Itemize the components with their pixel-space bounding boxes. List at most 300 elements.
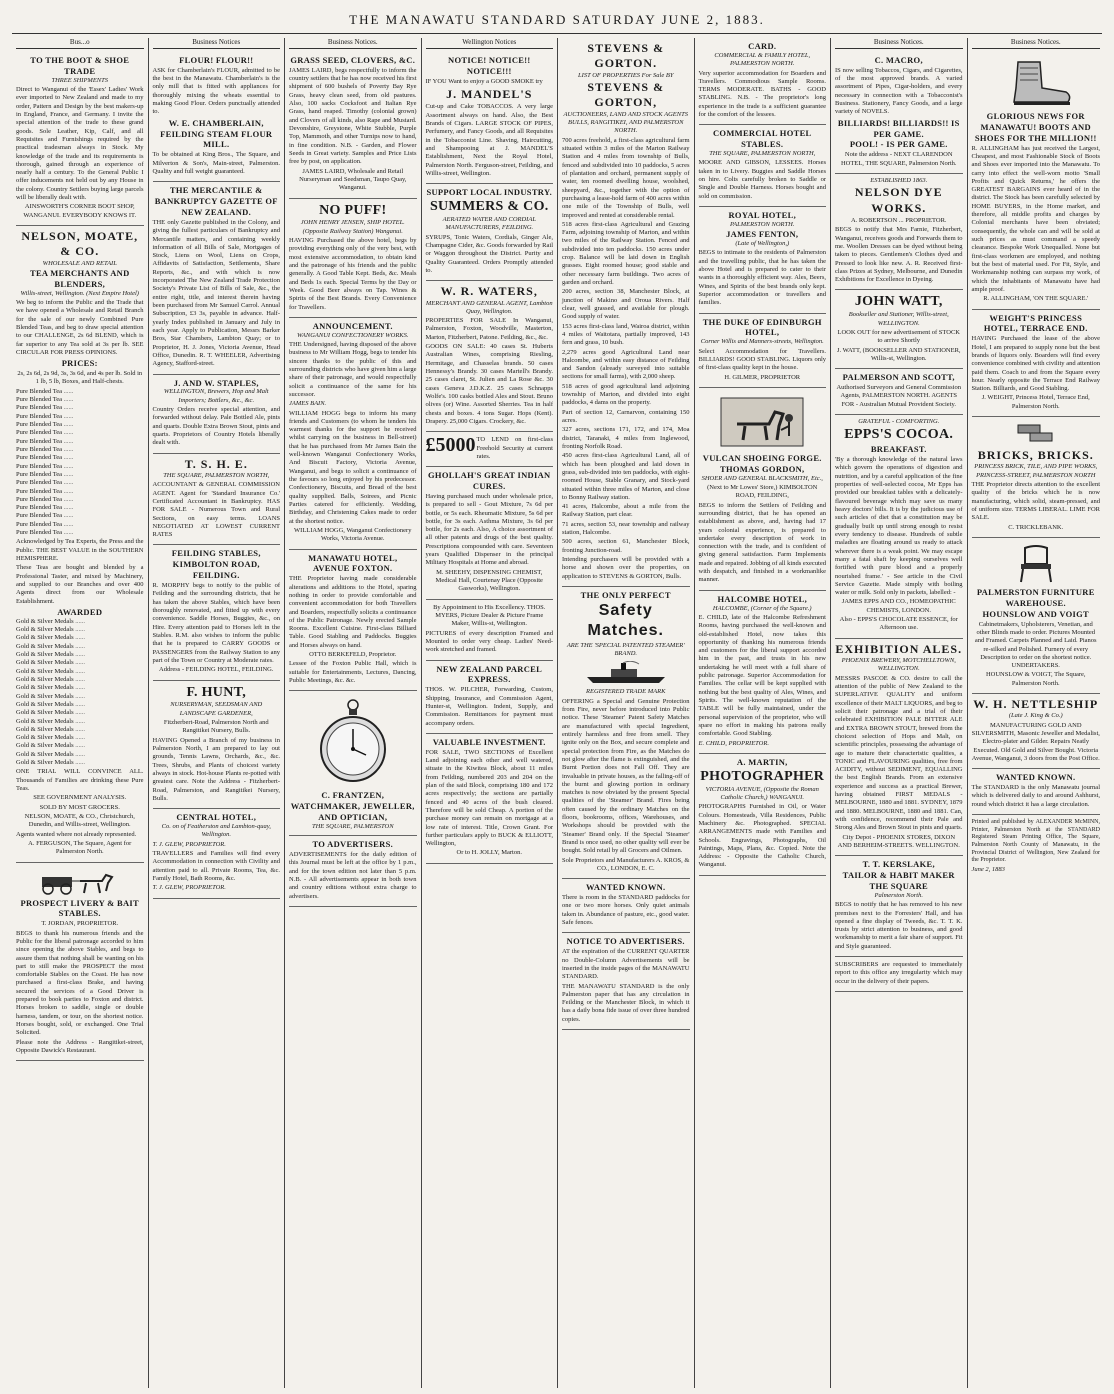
- ad-subtitle: WANGANUI CONFECTIONERY WORKS.: [296, 331, 409, 339]
- ad-body: PHOTOGRAPHS Furnished in Oil, or Water Colours. Homesteads, Villa Residences, Public Machinery &c. Photographed. SPECIAL ARRANGEMENTS made with Families and Schools. Engravings, Photographs, Oil Paintings, Maps, Plans, &c. Copied. Note the Address: - Opposite the Catholic Church, Wanganui.: [698, 803, 826, 869]
- ad-line: TEA MERCHANTS AND BLENDERS,: [29, 268, 130, 289]
- ad-signature: Sole Proprietors and Manufacturers A. KROS, & CO., LONDON, E. C.: [562, 856, 690, 872]
- ad-body: R. ALLINGHAM has just received the Largest, Cheapest, and most Fashionable Stock of Boots and Shoes ever imported into the Manawatu. To carry into effect the well-worn motto 'Small Profits and Quick Returns,' he offers the GREATEST BARGAINS ever heard of in the district. The Stock has been carefully selected by HOME BUYERS, in the Home market, and therefore, all middle profits and charges by Colonial merchants have been obviated; consequently, the whole can and will be sold at such prices as must command a speedy clearance. Bespoke Work Unequalled. None but first-class workmen are employed, and nothing but the best of material used. For Fit, Style, and Workmanship nothing can surpass my work, of which the inhabitants of Manawatu have had ample proof.: [971, 144, 1100, 293]
- ad-signature: Address - FEILDING HOTEL, FEILDING.: [159, 666, 274, 674]
- ad-body: IF YOU Want to enjoy a GOOD SMOKE try: [425, 77, 543, 85]
- mandel-tobacco-ad: [426, 52, 554, 184]
- ad-signature: HOUNSLOW & VOIGT, The Square, Palmerston North.: [985, 671, 1086, 687]
- ad-body-2: Cut-up and Cake TOBACCOS. A very large Assortment always on hand. Also, the Best Brands of Cigars. LARGE STOCK OF PIPES, Perfumery, and Fancy Goods, and all Requisites in the Tobacconist Line. Shaving, Haircutting, and Shampooing at J. MANDEL'S Establishment, Next the Royal Hotel, Palmerston North. Ferguson-street, Feilding, and Willis-street, Wellington.: [425, 103, 553, 177]
- ad-signature: Or to H. JOLLY, Marton.: [456, 849, 522, 857]
- ad-name: JAMES FENTON,: [726, 229, 799, 240]
- ad-title: F. HUNT,: [186, 684, 247, 700]
- ad-body: THE Proprietor having made considerable alterations and additions to the Hotel, sparing nothing in order to provide comfortable and convenient accommodation for both Travellers and Boarders, respectfully solicits a continuance of the Public Patronage. Newly erected Sample Rooms. Excellent Cuisine. First-class Billiard Table. Good Stabling and Paddocks. Buggies and Horses always on hand.: [289, 575, 417, 649]
- ad-name: NELSON DYE WORKS.: [854, 185, 943, 215]
- ad-body-2: THE MANAWATU STANDARD is the only Palmerston paper that has any circulation in Feilding or the Manchester Block, in which it has a daily bona fide issue of over three hundred copies.: [562, 982, 690, 1023]
- ad-body: IS now selling Tobaccos, Cigars, and Cigarettes, of the most approved brands. A varied assortment of Pipes, Cigar-holders, and every necessary in connection with a Tobacconist's Business. Stationery, Fancy Goods, and a large variety of NOVELS.: [835, 66, 963, 116]
- list-item: Gold & Silver Medals ......: [16, 676, 144, 684]
- wanted-known-ad: [562, 879, 690, 933]
- horse-carriage-illustration: [40, 869, 120, 895]
- ad-title: VULCAN SHOEING FORGE.: [702, 452, 822, 463]
- ad-title: THE MERCANTILE & BANKRUPTCY GAZETTE OF NEW ZEALAND.: [154, 185, 278, 218]
- ad-title: THE DUKE OF EDINBURGH HOTEL,: [702, 316, 822, 338]
- ad-title: VALUABLE INVESTMENT.: [432, 736, 546, 747]
- ad-subtitle: JOHN HENRY JENSEN, SHIP HOTEL. (Opposite Railway Station) Wanganui.: [300, 219, 405, 235]
- ad-title: C. FRANTZEN, WATCHMAKER, JEWELLER, AND OPTICIAN,: [290, 790, 415, 823]
- ad-signature: JAMES EPPS AND CO., HOMEOPATHIC CHEMISTS, LONDON.: [841, 598, 956, 614]
- list-item: Pure Blended Tea ......: [16, 471, 144, 479]
- list-item: Gold & Silver Medals ......: [16, 742, 144, 750]
- john-watt-ad: [835, 290, 963, 369]
- ad-address: Willis-street, Wellington. (Next Empire Hotel): [20, 289, 139, 297]
- list-item: Pure Blended Tea ......: [16, 388, 144, 396]
- ad-subtitle-2: BREAKFAST.: [870, 444, 927, 455]
- chair-illustration: [1011, 544, 1061, 584]
- ad-title: HALCOMBE HOTEL,: [717, 593, 807, 604]
- ad-subtitle: GRATEFUL - COMFORTING.: [858, 418, 940, 426]
- ad-title: TAILOR & HABIT MAKER THE SQUARE: [842, 870, 955, 892]
- ad-subtitle: Corner Willis and Manners-streets, Wellington.: [700, 338, 824, 346]
- list-item: Gold & Silver Medals ......: [16, 651, 144, 659]
- ad-subtitle: COMMERCIAL & FAMILY HOTEL, PALMERSTON NORTH.: [714, 51, 811, 68]
- ad-subtitle: WELLINGTON, Brewers, Hop and Malt Importers; Bottlers, &c., &c.: [163, 388, 269, 404]
- ad-subtitle: THE SQUARE, PALMERSTON NORTH,: [163, 471, 270, 479]
- ad-address: (Next to Mr Lowes' Store,) KIMBOLTON ROAD, FEILDING,: [707, 483, 818, 500]
- duke-edinburgh-ad: [699, 314, 827, 388]
- hunt-nursery-ad: [153, 681, 281, 810]
- ad-body: ASK for Chamberlain's FLOUR, admitted to be the best in the Manawatu. Chamberlain's is the only mill that is fitted with appliances for thoroughly mixing the wheats essential to making Good Flour. Orders punctually attended to.: [152, 66, 280, 116]
- list-item: Gold & Silver Medals ......: [16, 701, 144, 709]
- list-item: Pure Blended Tea ......: [16, 479, 144, 487]
- waters-ad: [426, 281, 554, 432]
- ad-body: By Appointment to His Excellency. THOS. MYERS, Picture Dealer & Picture Frame Maker, Willis-st, Wellington.: [433, 603, 546, 628]
- ad-subtitle: Palmerston North.: [874, 891, 923, 899]
- ad-title: FLOUR! FLOUR!!: [179, 54, 254, 65]
- ad-body: MESSRS PASCOE & CO. desire to call the attention of the public of New Zealand to the SUPERLATIVE QUALITY and uniform excellence of their MALT LIQUORS, and beg to solicit their patronage and a trial of their celebrated EXHIBITION PALE BITTER ALE and EXTRA BROWN STOUT, brewed from the choicest selection of Hops and Malt, on scientific principles, possessing the advantage of age to mature their characteristic qualities, a TONIC and FLAVOURING qualities, free from ACIDITY, without SEDIMENT, EQUALLING the best English Brands. From an extensive experience and success as a practical Brewer, having obtained FIRST MEDALS - MELBOURNE, 1880 and 1881. SYDNEY, 1879 and 1880. MELBOURNE, 1880 and 1881. Can, with confidence, recommend their Pale and Strong Ales and Brown Stout in pints and quarts.: [835, 674, 963, 832]
- ad-body: HAVING Purchased the above hotel, begs by providing everything only of the very best, with most extensive accommodation, to obtain kind and the patronage of his friends and the public generally. A Good Table Kept. Beds, &c. Meals and Beds 1s each. Special Terms by the Day or Week. Good Beer always on Tap. Wines & Spirits of the Best Brands. Every Convenience for Travellers.: [289, 237, 417, 311]
- ad-body: Direct to Wanganui of the 'Essex' Ladies' Work ever imported to New Zealand and made to my order, Pattern and Design by the best makers-up in England, France, and Germany. I invite the special attention of the trade to these grand goods. Sole Leather, Kip, Calf, and all Requisites and Furnishings required by the practical tradesman always in Stock. My knowledge of the trade and its requirements is thorough, gained through an experience of nearly half a century. To the General Public I offer inducements not held out by any House in the colony. Country Settlers buying large parcels will be liberally dealt with.: [16, 86, 144, 202]
- wanted-known-standard: [972, 769, 1101, 815]
- feilding-stables-ad: [153, 545, 281, 680]
- list-item: Pure Blended Tea ......: [16, 504, 144, 512]
- list-item: Gold & Silver Medals ......: [16, 759, 144, 767]
- flour-ad: [153, 52, 281, 182]
- royal-hotel-ad: [699, 207, 827, 314]
- ad-body: THOS. W. PILCHER, Forwarding, Custom, Shipping, Insurance, and Commission Agent, Hunter-st, Wellington. Indent, Supply, and Commission. Remittances for payment must accompany orders.: [425, 686, 553, 727]
- ad-signature: OTTO BERKEFELD, Proprietor.: [309, 651, 397, 659]
- ad-title: C. MACRO,: [874, 54, 923, 65]
- property-item: 518 acres first-class Agricultural and Grazing Farm, adjoining township of Marton, and within two miles of the Railway Station. Fenced and subdivided into ten paddocks. 150 acres under crop. Balance will be laid down in English grasses. Eight roomed house; good stable and other necessary farm buildings. Two acres of garden and orchard.: [562, 220, 690, 286]
- ad-body-2: WILLIAM HOGG begs to inform his many friends and Customers (to whom he tenders his warmest thanks for the support he received whilst carrying on the business in Bell-street) that he has purchased from Mr James Bain the well-known Wanganui Confectionery Works, And Biscuit Factory, Victoria Avenue, Wanganui, and begs to solicit a continuance of the favours so long enjoyed by his predecessor. Confectionery, Biscuits, and Bread of the best quality supplied. Balls, Soirees, and Picnic Parties catered for efficiently. Wedding, Birthday, and Christening Cakes made to order at the shortest notice.: [289, 409, 417, 525]
- investment-ad: [426, 734, 554, 864]
- ad-name: HOUNSLOW AND VOIGT: [982, 608, 1089, 619]
- ad-signature: NELSON, MOATE, & CO., Christchurch, Dunedin, and Willis-street, Wellington.: [24, 812, 135, 829]
- list-item: Pure Blended Tea ......: [16, 404, 144, 412]
- macro-tobacco-ad: [835, 52, 963, 174]
- ad-body: OFFERING a Special and Genuine Protection from Fire, never before introduced into Public notice. These 'Steamer' Patent Safety Matches are manufactured with special Ingredient, entirely harmless and free from smell. They ignite only on the Box, and secure complete and special protection from Fire, as the Matches do not glow after the flame is extinguished, and the Burnt Portion does not Fall Off. They are invaluable in private houses, as the falling-off of the burnt and glowing portion in ordinary matches is now obviated by the present Special qualities of the 'Steamer' Brand. Fires being often caused by the ordinary Matches on the floors, bookrooms, offices, Warehouses, and Workshops should be provided with the 'Steamer' Brand only. If the Special 'Steamer' Brand is once used, no other quality will ever be bought. Sold retail by all Grocers and Oilmen.: [562, 697, 690, 855]
- accountant-ad: [153, 454, 281, 546]
- ad-footer: Please note the Address - Rangitikei-street, Opposite Dawick's Restaurant.: [16, 1038, 144, 1054]
- ad-name: EPPS'S COCOA.: [844, 427, 954, 443]
- prices-text: 2s, 2s 6d, 2s 9d, 3s, 3s 6d, and 4s per lb. Sold in 1 lb, 5 lb, Boxes, and Half-chests.: [17, 370, 143, 386]
- ad-title: CARD.: [748, 41, 777, 51]
- ad-subtitle: ESTABLISHED 1863.: [870, 176, 928, 184]
- ad-subtitle: PALMERSTON NORTH.: [730, 220, 795, 228]
- pocket-watch-illustration: [318, 697, 388, 787]
- analysis-note: SEE GOVERNMENT ANALYSIS.: [33, 794, 127, 802]
- list-item: Pure Blended Tea ......: [16, 488, 144, 496]
- ad-title: PHOTOGRAPHER: [700, 768, 825, 784]
- list-item: Pure Blended Tea ......: [16, 446, 144, 454]
- steamer-ship-illustration: [581, 661, 671, 685]
- column-6: [695, 38, 832, 1388]
- list-item: Gold & Silver Medals ......: [16, 668, 144, 676]
- ad-body: ACCOUNTANT & GENERAL COMMISSION AGENT. Agent for 'Standard Insurance Co.' Certificated Accountant in Bankruptcy. HAS FOR SALE - Numerous Town and Rural Sections, on easy terms. LOANS NEGOTIATED AT LOWEST CURRENT RATES: [152, 481, 280, 539]
- list-item: Pure Blended Tea ......: [16, 396, 144, 404]
- ad-name: THOMAS GORDON,: [720, 463, 805, 474]
- ad-title: GRASS SEED, CLOVERS, &C.: [290, 54, 416, 65]
- ad-body: Very superior accommodation for Boarders and Travellers. Commodious Sample Rooms. TERMS MODERATE. BATHS - GOOD STABLING. N.B. - The proprietor's long experience in the trade is a sufficient guarantee for the comfort of the lessees.: [698, 69, 826, 119]
- ad-subtitle: PRINCESS BRICK, TILE, AND PIPE WORKS, PRINCESS-STREET, PALMERSTON NORTH: [974, 463, 1098, 479]
- loan-amount: £5000: [425, 434, 476, 457]
- list-item: Pure Blended Tea ......: [16, 529, 144, 537]
- ad-title: J. AND W. STAPLES,: [173, 377, 259, 388]
- ad-title: COMMERCIAL HOTEL STABLES.: [712, 128, 812, 150]
- ad-subtitle: WHOLESALE AND RETAIL: [42, 259, 117, 267]
- boot-illustration: [996, 58, 1076, 108]
- ad-body: JAMES LAIRD, begs respectfully to inform the country settlers that he has now received his first shipment of 600 bushels of Poverty Bay Rye Grass, heavy clean seed, from old pastures. Also, 100 sacks Cocksfoot and Italian Rye Grass, hand reaped. Timothy (colonial grown) and Clovers of all kinds, also Rape and Mustard. Devonshire, Greystone, White Stubble, Purple Top, Mammoth, and other Turnips now to hand, in fine condition. N.B. - Garden, and Flower Seeds in Great variety. Samples and Price Lists free by post, on application.: [289, 66, 417, 166]
- boot-shoe-ad: [16, 52, 144, 226]
- property-item: 2,279 acres good Agricultural Land near Halcombe, and within easy distance of Feilding and Sandon (already surveyed into suitable sections for small farms), with 2,000 sheep.: [562, 348, 690, 381]
- mercantile-gazette-ad: [153, 182, 281, 374]
- princess-hotel-ad: [972, 310, 1101, 418]
- property-item: 327 acres, sections 171, 172, and 174, Moa district, Taranaki, 4 miles from Inglewood, fronting Norfolk Road.: [562, 426, 690, 450]
- myers-picture-ad: [426, 600, 554, 661]
- ad-body: THE Proprietor directs attention to the excellent quality of the bricks which he is now manufacturing, which solid, steam-pressed, and of uniform size. TERMS LIBERAL. LIME FOR SALE.: [971, 481, 1100, 522]
- newspaper-title: THE MANAWATU STANDARD SATURDAY JUNE 2, 1883.: [349, 12, 765, 27]
- ad-footer: Lessee of the Foxton Public Hall, which is suitable for Entertainments, Lectures, Dancing, Public Meetings, &c. &c.: [289, 660, 417, 685]
- ad-body: SYRUPS, Tonic Waters, Cordials, Ginger Ale, Champagne Cider, &c. Goods forwarded by Rail or Waggon throughout the District. Purity and Quality Guaranteed. Orders Promptly attended to.: [425, 233, 553, 274]
- ad-name: A. MARTIN,: [736, 756, 788, 767]
- ad-subtitle: THE SQUARE, PALMERSTON NORTH,: [709, 150, 816, 158]
- halcombe-hotel-ad: [699, 591, 827, 754]
- masthead: [0, 0, 1114, 36]
- ad-footer: Also - EPPS'S CHOCOLATE ESSENCE, for Afternoon use.: [839, 616, 958, 632]
- ad-subtitle: (Late J. King & Co.): [1008, 712, 1063, 720]
- medal-list: [16, 618, 144, 768]
- ad-body: ADVERTISEMENTS for the daily edition of this Journal must be left at the office by 1 p.m., and for the town edition not later than 5 p.m. N.B. - All advertisements appear in both town and country editions without extra charge to advertisers.: [289, 851, 417, 900]
- ad-proprietor: T. J. GLEW, PROPRIETOR.: [152, 840, 226, 848]
- pool-line: POOL! - IS PER GAME.: [849, 139, 948, 150]
- vulcan-forge-ad: [699, 388, 827, 591]
- ad-subtitle: Bookseller and Stationer, Willis-street, WELLINGTON.: [848, 311, 949, 327]
- list-item: Pure Blended Tea ......: [16, 421, 144, 429]
- ad-title: TO THE BOOT & SHOE TRADE: [30, 54, 130, 76]
- list-item: Pure Blended Tea ......: [16, 521, 144, 529]
- stevens-gorton-ad: [562, 38, 690, 587]
- ad-body: R. MORPHY begs to notify to the public of Feilding and the surrounding districts, that he has taken the above Stables, which have been thoroughly renovated, and fitted up with every convenience. Saddle Horses, Buggies, &c., on Hire. Every attention paid to Horses left in the Stables. R.M. also wishes to inform the public that he is prepared to CARRY GOODS or PASSENGERS from the Railway Station to any part of the Town or Country at Moderate rates.: [152, 582, 280, 664]
- list-item: Gold & Silver Medals ......: [16, 643, 144, 651]
- commercial-stables-ad: [699, 125, 827, 207]
- imprint-date: June 2, 1883: [971, 866, 1005, 874]
- ad-title: TO ADVERTISERS.: [312, 839, 394, 850]
- allingham-boots-ad: [972, 52, 1101, 310]
- exhibition-ales-ad: [835, 639, 963, 857]
- agents-note: Agents wanted where not already represented.: [16, 830, 137, 838]
- ad-signature: C. TRICKLEBANK.: [1008, 523, 1064, 531]
- ad-body: There is room in the STANDARD paddocks for one or two more horses. Only quiet animals taken in. Abundance of pasture, etc., good water. Safe fences.: [562, 894, 690, 927]
- ad-title: NOTICE! NOTICE!! NOTICE!!!: [448, 54, 531, 76]
- ad-body: MANUFACTURING GOLD AND SILVERSMITH, Masonic Jeweller and Medalist, Electro-plater and Gilder. Repairs Neatly Executed. Old Gold and Silver Bought. Victoria Avenue, Wanganui, 3 doors from the Post Office.: [971, 721, 1100, 762]
- ad-name: JOHN WATT,: [854, 294, 943, 310]
- ad-title: NOTICE TO ADVERTISERS.: [566, 936, 685, 947]
- property-item: 41 acres, Halcombe, about a mile from the Railway Station, part clear.: [562, 503, 690, 519]
- property-item: 450 acres first-class Agricultural Land, all of which has been ploughed and laid down in grass, sub-divided into ten paddocks, with eight-roomed House, Stable Granary, and Stock-yard situated within three miles of Marton, and close to Bonny Railway station.: [562, 452, 690, 501]
- one-trial: ONE TRIAL WILL CONVINCE ALL. Thousands of Families are drinking these Pure Teas.: [16, 768, 144, 793]
- nettleship-ad: [972, 694, 1101, 769]
- ad-signature: AINSWORTH'S CORNER BOOT SHOP, WANGANUI. EVERYBODY KNOWS IT.: [23, 203, 137, 219]
- ad-body: MOORE AND GIBSON, LESSEES. Horses taken in to Livery. Buggies and Saddle Horses on hire. Colts carefully broken to Saddle or Single and Double Harness. Horses bought and sold on commission.: [698, 159, 826, 200]
- ad-subtitle: MERCHANT AND GENERAL AGENT, Lambton Quay, Wellington.: [425, 299, 553, 315]
- ad-name: W. R. WATERS,: [440, 284, 538, 299]
- list-item: Gold & Silver Medals ......: [16, 734, 144, 742]
- ad-name: T. T. KERSLAKE,: [862, 859, 935, 870]
- confectionery-announcement: [289, 318, 417, 550]
- epps-cocoa-ad: [835, 415, 963, 639]
- pure-tea-list: [16, 388, 144, 538]
- ad-body: SUBSCRIBERS are requested to immediately report to this office any irregularity which may occur in the delivery of their papers.: [835, 961, 963, 985]
- nelson-moate-ad: [16, 226, 144, 863]
- ad-title: PROSPECT LIVERY & BAIT STABLES.: [20, 897, 139, 919]
- property-item: 200 acres, section 38, Manchester Block, at junction of Makino and Oroua Rivers. Half clear, well grassed, and available for plough. Good supply of water.: [562, 288, 690, 321]
- ad-footer: Intending purchasers will be provided with a horse and shown over the properties, on application to STEVENS & GORTON, Bulls.: [562, 556, 690, 580]
- parcel-express-ad: [426, 661, 554, 734]
- ad-body: Country Orders receive special attention, and forwarded without delay. Pale Bottled Ale, pints and quarts. Double Extra Brown Stout, pints and quarts. Proprietors of Country Hotels liberally dealt with.: [152, 406, 280, 447]
- ad-title: T. S. H. E.: [184, 456, 248, 471]
- list-item: Pure Blended Tea ......: [16, 496, 144, 504]
- frantzen-watchmaker-ad: [289, 691, 417, 836]
- ad-signature: T. J. GLEW, PROPRIETOR.: [152, 884, 226, 892]
- ad-signature: J. WATT, (BOOKSELLER AND STATIONER, Willis-st, Wellington.: [836, 346, 961, 362]
- ad-subtitle: Co. on of Featherston and Lambton-quay, Wellington.: [161, 823, 271, 839]
- list-item: Gold & Silver Medals ......: [16, 634, 144, 642]
- list-item: Pure Blended Tea ......: [16, 413, 144, 421]
- column-heading: Business Notices.: [835, 38, 963, 49]
- staples-ad: [153, 375, 281, 454]
- ad-body: PROPERTIES FOR SALE In Wanganui, Palmerston, Foxton, Woodville, Masterton, Marton, Fitzherbert, Patone. Feilding, &c., &c.: [425, 317, 553, 341]
- summers-ad: [426, 184, 554, 281]
- ad-name: W. H. NETTLESHIP: [973, 697, 1099, 712]
- column-4: [422, 38, 559, 1388]
- ship-hotel-ad: [289, 199, 417, 318]
- list-item: Pure Blended Tea ......: [16, 512, 144, 520]
- ad-body: 'By a thorough knowledge of the natural laws which govern the operations of digestion and nutrition, and by a careful application of the fine properties of well-selected cocoa, Mr Epps has provided our breakfast tables with a delicately-flavoured beverage which may save us many heavy doctors' bills. It is by the judicious use of such articles of diet that a constitution may be gradually built up until strong enough to resist every tendency to disease. Hundreds of subtle maladies are floating around us ready to attack wherever there is a weak point. We may escape many a fatal shaft by keeping ourselves well fortified with pure blood and a properly nourished frame.' - See article in the Civil Service Gazette. Made simply with boiling water or milk. Sold only in packets, labelled: -: [835, 456, 963, 597]
- ad-title: PALMERSON AND SCOTT,: [842, 372, 955, 383]
- ad-subtitle: AERATED WATER AND CORDIAL MANUFACTURERS, FEILDING.: [442, 215, 536, 232]
- ad-footer: Note the address - NEXT CLARENDON HOTEL, THE SQUARE, Palmerston North.: [840, 151, 957, 167]
- newspaper-page: [12, 38, 1104, 1388]
- prices-title: PRICES:: [61, 358, 98, 369]
- column-3: [285, 38, 422, 1388]
- ad-title: MANAWATU HOTEL, AVENUE FOXTON.: [308, 552, 398, 574]
- column-2: [149, 38, 286, 1388]
- ad-body: LOOK OUT for new advertisement of STOCK to arrive Shortly: [837, 329, 961, 345]
- subscribers-notice: [835, 957, 963, 992]
- ad-subtitle: NURSERYMAN, SEEDSMAN AND LANDSCAPE GARDENER,: [170, 701, 263, 717]
- ad-title: SUPPORT LOCAL INDUSTRY.: [426, 187, 553, 198]
- masthead-rule: [12, 33, 1102, 34]
- ad-body: Select Accommodation for Travellers. BILLIARDS! GOOD STABLING. Liquors only of first-class quality kept in the house.: [698, 347, 826, 372]
- ad-title: PALMERSTON FURNITURE WAREHOUSE.: [976, 586, 1095, 608]
- column-8: [968, 38, 1105, 1388]
- ad-subtitle: HALCOMBE, (Corner of the Square.): [712, 604, 812, 612]
- goods-on-sale: GOODS ON SALE: 40 cases St. Huberts Australian Wines, comprising Riesling, Hermitage, and Chasselas brands. 50 cases Hennessy's Brandy. 30 cases Martell's Brandy. 25 cases claret, St. Julien and La Rose &c. 30 cases Geneva J.D.K.Z. 25 cases Schnapps Wolfe's. 100 casks bottled Ales and Stout. Bruno olives (or) Wine. Assorted Sherries. Tea in half chests and boxes. 4 tons Sugar. Hops (Kent). Drapery. 25,000 Cigars. Crockery, &c.: [425, 343, 553, 425]
- ad-body: Cabinetmakers, Upholsterers, Venetian, and other Blinds made to order. Pictures Mounted and Framed. Carpets Planned and Laid. Pianos re-silked and Polished. Furnery of every Description to order on the shortest notice. UNDERTAKERS.: [974, 620, 1097, 670]
- ad-signature: JAMES BAIN.: [289, 400, 327, 408]
- grocers-note: SOLD BY MOST GROCERS.: [39, 803, 120, 811]
- column-heading: Bus...o: [16, 38, 144, 49]
- ad-name: SUMMERS & CO.: [429, 199, 549, 215]
- list-item: Pure Blended Tea ......: [16, 463, 144, 471]
- list-item: Gold & Silver Medals ......: [16, 684, 144, 692]
- ad-body: HAVING Opened a Branch of my business in Palmerston North, I am prepared to lay out grounds, Tennis Lawns, Orchards, &c., &c. Trees, Shrubs, and Plants of choicest variety always in stock. Hot-house Plants re-potted with greatest care. Note the Address - Fitzherbert-Road, Palmerston, and Rangitikei Nursery, Bulls.: [152, 736, 280, 802]
- ad-body: We beg to inform the Public and the Trade that we have opened a Wholesale and Retail Branch for the sale of our newly Combined Pure Blended Teas, and beg to draw special attention to our CHALLENGE, 2s 6d BLEND, which is far superior to any Tea sold at 3s per lb. SEE CIRCULAR FOR PRESS OPINIONS.: [16, 299, 144, 356]
- list-item: Gold & Silver Medals ......: [16, 618, 144, 626]
- ad-subtitle-2: (Late of Wellington,): [735, 240, 790, 248]
- central-hotel-ad: [153, 809, 281, 898]
- ad-body: The STANDARD is the only Manawatu journal which is delivered daily to and around Ashhurst, round which district it has a large circulation.: [971, 784, 1100, 808]
- ad-signature: J. WEIGHT, Princess Hotel, Terrace End, Palmerston North.: [981, 394, 1090, 410]
- ad-title: WEIGHT'S PRINCESS HOTEL, TERRACE END.: [983, 312, 1088, 334]
- list-item: Gold & Silver Medals ......: [16, 659, 144, 667]
- list-item: Gold & Silver Medals ......: [16, 718, 144, 726]
- ad-address: Fitzherbert-Road, Palmerston North and Rangitikei Nursery, Bulls.: [163, 719, 269, 735]
- column-5: [558, 38, 695, 1388]
- ad-title: EXHIBITION ALES.: [835, 641, 963, 656]
- ad-body: BEGS to notify that he has removed to his new premises next to the Forresters' Hall, and has opened a fine display of Tweeds, &c. T. T. K. trusts by strict attention to business, and good workmanship to merit a fair share of support. Fit and Style guaranteed.: [835, 901, 963, 950]
- list-item: Gold & Silver Medals ......: [16, 726, 144, 734]
- ad-body: FOR SALE, TWO SECTIONS of Excellent Land adjoining each other and well watered, situate in the Kiwitea Block, about 11 miles from Feilding, numbered 203 and 204 on the plan of the said Block, comprising 180 and 172 acres respectively; the sections are partially fenced and 40 acres of the bush cleared. Therefore will be sold Cheap. A portion of the purchase money can remain on mortgage at a low rate of interest. Title, Crown Grant. For further particulars apply to BUCK & ELLIOTT, Wellington,: [425, 748, 553, 848]
- column-7: [831, 38, 968, 1388]
- manawatu-hotel-ad: [289, 550, 417, 692]
- ad-body: TO LEND on first-class Freehold Security at current rates.: [476, 436, 553, 460]
- column-heading: Business Notices.: [289, 38, 417, 49]
- ad-body-2: PICTURES of every description Framed and Mounted to order very cheap. Ladies' Need-work stretched and framed.: [425, 629, 553, 654]
- ad-signature: E. CHILD, PROPRIETOR.: [698, 739, 769, 747]
- ad-body: Authorised Surveyors and General Commission Agents, PALMERSTON NORTH. AGENTS FOR - Australian Mutual Provident Society.: [836, 384, 962, 408]
- grass-seed-ad: [289, 52, 417, 199]
- ad-body: BEGS to thank his numerous friends and the Public for the liberal patronage accorded to him since opening the above Stables, and begs to assure them that nothing shall be wanting on his part to still make the PROSPECT the most comfortable Stables on the Coast. He has now purchased a first-class Brake, and having secured the services of a Good Driver is prepared to book parties to Foxton and district. Horses broken to saddle, single or double harness, tandem, or tour, on the shortest notice. Horses bought, sold, or exchanged. One Trial Solicited.: [16, 929, 144, 1037]
- ad-subtitle: ARE THE 'SPECIAL PATENTED STEAMER' BRAND.: [566, 641, 685, 658]
- property-item: Part of section 12, Carnarvon, containing 150 acres.: [562, 408, 690, 424]
- ad-footer: To be obtained at King Bros., The Square, and Milverton & Son's, Main-street, Palmerston. Quality and full weight guaranteed.: [152, 151, 280, 175]
- ad-proprietor: T. JORDAN, PROPRIETOR.: [41, 920, 119, 928]
- ad-subtitle-2: AUCTIONEERS, LAND AND STOCK AGENTS BULLS, RANGITIKEI, AND PALMERSTON NORTH.: [563, 110, 688, 135]
- ad-proprietor: A. ROBERTSON ... PROPRIETOR.: [850, 216, 947, 224]
- imprint-text: Printed and published by ALEXANDER McMINN, Printer, Palmerston North at the STANDARD Registered Steam Printing Office, The Square, Palmerston North County of Manawatu, in the Provincial District of Wellington, New Zealand for the Proprietor.: [971, 819, 1100, 864]
- ad-signature: City Depot - PHOENIX STORES, DIXON AND BERHEIM-STREETS. WELLINGTON.: [837, 833, 960, 849]
- ad-title: NELSON, MOATE, & CO.: [21, 229, 139, 259]
- ad-title: GHOLLAH'S GREAT INDIAN CURES.: [428, 470, 551, 492]
- ad-title: GLORIOUS NEWS FOR MANAWATU! BOOTS AND SHOES FOR THE MILLION!!: [974, 110, 1097, 143]
- property-item: 700 acres freehold, a first-class agricultural farm situated within 3 miles of the Marton Railway Station and 4 miles from township of Bulls, fenced and subdivided into 10 paddocks, 5 acres of plantation and orchard, permanent supply of water, ten roomed dwelling house, woolshed, sheepyard, &c., together with the option of purchasing a lease-hold farm of 400 acres within one mile of the Township of Bulls, well improved and rented at considerable rental.: [562, 136, 690, 219]
- acknowledgement-detail: These Teas are bought and blended by a Professional Taster, and mixed by Machinery, and supplied to our Branches and over 400 Agents direct from our Wholesale Establishment.: [16, 564, 144, 605]
- ad-title: FEILDING STABLES, KIMBOLTON ROAD, FEILDING.: [171, 548, 261, 581]
- ad-body: BEGS to intimate to the residents of Palmerston and the travelling public, that he has taken the above Hotel and is prepared to cater to their wants in a thoroughly efficient way. Ales, Beers, Wines, and Spirits of the best brands only kept. Superior accommodation or travellers and families.: [698, 249, 826, 307]
- to-advertisers-ad: [289, 836, 417, 907]
- surveyors-ad: [835, 369, 963, 415]
- bricks-ad: [972, 417, 1101, 538]
- column-1: [12, 38, 149, 1388]
- brick-stack-illustration: [1016, 423, 1056, 445]
- indian-cures-ad: [426, 467, 554, 600]
- ad-subtitle: SHOER AND GENERAL BLACKSMITH, Etc.,: [701, 474, 823, 482]
- ad-title: NO PUFF!: [319, 202, 387, 218]
- ad-title: ANNOUNCEMENT.: [312, 320, 393, 331]
- horse-shoeing-illustration: [717, 394, 807, 450]
- column-heading: Wellington Notices: [426, 38, 554, 49]
- safety-matches-ad: [562, 587, 690, 879]
- ad-body: BEGS to inform the Settlers of Feilding and surrounding district, that he has opened an establishment as above, and, having had 17 years colonial experience, is prepared to undertake every description of work in connection with the trade, and is confident of giving general satisfaction. Farm Implements made and repaired. Jobbing of all kinds executed with despatch, and finished in a workmanlike manner.: [698, 501, 826, 584]
- prospect-livery-ad: [16, 863, 144, 1062]
- ad-title: CENTRAL HOTEL,: [176, 812, 257, 823]
- agent-ferguson: A. FERGUSON, The Square, Agent for Palmerston North.: [28, 839, 132, 856]
- ad-title: BRICKS, BRICKS.: [977, 448, 1094, 463]
- ad-body: BEGS to notify that Mrs Farnie, Fitzherbert, Wanganui, receives goods and Forwards them to me. Woollen Dresses can be dyed without being taken to pieces. Gentlemen's Clothes dyed and Pressed to look like new. A. R. Received first-class Prizes at Sydney, Melbourne, and Dunedin Exhibitions for Excellence in Dyeing.: [835, 226, 963, 284]
- awarded-title: AWARDED: [57, 606, 103, 617]
- ad-signature: JAMES LAIRD, Wholesale and Retail Nurseryman and Seedsman, Taupo Quay, Wanganui.: [299, 167, 407, 192]
- ad-body: HAVING Purchased the lease of the above Hotel, I am prepared to supply none but the best brands of liquors only. Boarders will find every convenience combined with civility and attention paid them. Coach to and from the Square every hour. Nearly opposite the Terrace End Railway Station. Billiards, and Good Stabling.: [971, 335, 1100, 393]
- trademark-label: REGISTERED TRADE MARK: [586, 688, 666, 696]
- ad-signature: H. GILMER, PROPRIETOR: [724, 373, 801, 381]
- column-heading: Business Notices: [153, 38, 281, 49]
- ad-name: Safety Matches.: [587, 601, 664, 640]
- ad-subtitle: PHOENIX BREWERY, MOTCHELLTOWN, WELLINGTON.: [841, 657, 956, 673]
- property-item: 518 acres of good agricultural land adjoining township of Marton, and divided into eight paddocks, 4 dams on the property.: [562, 382, 690, 407]
- martin-photographer-ad: [699, 754, 827, 876]
- ad-signature-2: WILLIAM HOGG, Wanganui Confectionery Works, Victoria Avenue.: [294, 526, 412, 543]
- ad-signature: M. SHEEHY, DISPENSING CHEMIST, Medical Hall, Courtenay Place (Opposite Gasworks), Wellington.: [435, 568, 543, 593]
- column-heading: Business Notices.: [972, 38, 1101, 49]
- property-item: 71 acres, section 53, near township and railway station, Halcombe.: [562, 520, 690, 537]
- ad-body: TRAVELLERS and Families will find every Accommodation in connection with Civility and attention paid to all. Private Rooms, Tea, &c. Family Hotel, Bath Rooms, &c.: [152, 849, 280, 882]
- ad-subtitle: LIST OF PROPERTIES For Sale BY: [578, 71, 674, 79]
- ad-name: J. MANDEL'S: [446, 87, 533, 102]
- ad-title: WANTED KNOWN.: [996, 772, 1076, 783]
- loan-ad: [426, 432, 554, 467]
- ad-body: AT the expiration of the CURRENT QUARTER no Double-Column Advertisements will be inserted in the inside pages of the MANAWATU STANDARD.: [562, 948, 690, 981]
- list-item: Gold & Silver Medals ......: [16, 751, 144, 759]
- list-item: Pure Blended Tea ......: [16, 438, 144, 446]
- ad-body: Having purchased much under wholesale price, is prepared to sell - Gout Mixture, 7s 6d per bottle, or 5s each. Rheumatic Mixture, 5s 6d per bottle, for 3s each. Asthma Mixture, 3s 6d per bottle, for 2s each. Also, A choice assortment of all other patents and drugs of the best quality. Prescriptions compounded with care. Seventeen years Qualified Dispenser in the principal Military Hospitals at Home and abroad.: [425, 492, 553, 567]
- billiards-line: BILLIARDS! BILLIARDS!! IS PER GAME.: [837, 117, 960, 139]
- property-item: 153 acres first-class land, Wairoa district, within 4 miles of Waitotara, partially improved, 143 fern and grass, 10 bush.: [562, 322, 690, 347]
- ad-body: THE Undersigned, having disposed of the above business to Mr William Hogg, begs to tender his sincere thanks to the public of this and surrounding districts who have given him a large share of their patronage, and would respectfully solicit a continuance of the same for his successor.: [289, 341, 417, 398]
- ad-body: THE only Gazette published in the Colony, and giving the fullest particulars of Bankruptcy and Mercantile matters, and containing weekly information of all Bills of Sale, Mortgages of Stock, Liens on Wool, Liens on Crops, Affidavits of Satisfaction, Settlements, Share Reports, &c., and with which is now incorporated The New Zealand Trade Protection Society's Private List of Bills of Sale, &c., the entire right, title, and interest therein having been purchased from Mr Samuel Carrol. Annual Subscription, £3 3s, payable in advance. Half-yearly Index published in January and July in each year. Apply to Publication, Messrs Barker Bros, Star Chambers, Lambton Quay; or to Proprietor, H. J. Jones, Victoria Avenue, Head Office, Dunedin. R. T. WHEELER, Advertising Agency, Stafford-street.: [152, 218, 280, 368]
- list-item: Pure Blended Tea ......: [16, 429, 144, 437]
- ad-title: STEVENS & GORTON.: [587, 41, 665, 71]
- ad-name: STEVENS & GORTON,: [587, 80, 665, 110]
- ad-title: ROYAL HOTEL,: [728, 210, 797, 220]
- ad-signature: R. ALLINGHAM, 'ON THE SQUARE.': [983, 295, 1089, 303]
- ad-subtitle: THREE SHIPMENTS: [51, 76, 108, 84]
- ad-title: NEW ZEALAND PARCEL EXPRESS.: [436, 663, 543, 685]
- ad-body: E. CHILD, late of the Halcombe Refreshment Rooms, having purchased the well-known and old-established Hotel, now takes this opportunity of thanking his numerous friends and customers for the liberal support accorded him in the past, and trusts in his new undertaking he will meet with a full share of public patronage. Superior Accommodation for Families. The cellar will be kept supplied with nothing but the best quality of Ales, Wines, and Spirits. The well-known reputation of the TABLE will be fully maintained, under the personal supervision of the proprietor, who will spare no effort in making his patrons really comfortable. Good Stabling.: [698, 613, 826, 738]
- property-item: 500 acres, section 61, Manchester Block, fronting Junction-road.: [562, 538, 690, 554]
- list-item: Gold & Silver Medals ......: [16, 709, 144, 717]
- ad-signature: W. E. CHAMBERLAIN, FEILDING STEAM FLOUR MILL.: [160, 117, 273, 150]
- kerslake-tailor-ad: [835, 856, 963, 957]
- list-item: Gold & Silver Medals ......: [16, 693, 144, 701]
